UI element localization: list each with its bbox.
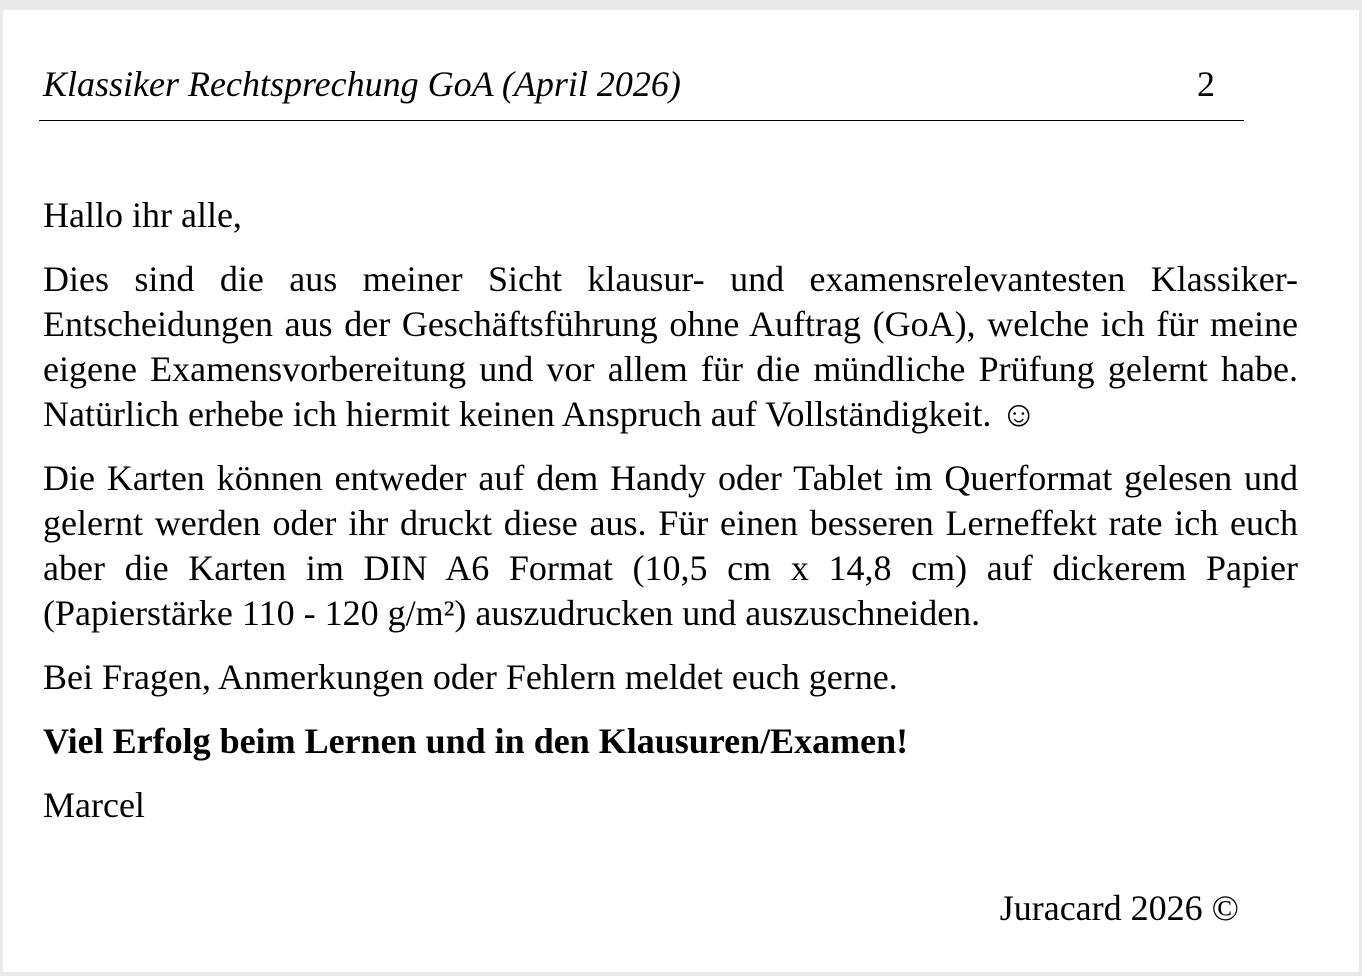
document-body bbox=[43, 193, 1298, 847]
signature: Marcel bbox=[43, 785, 145, 825]
feedback-paragraph: Bei Fragen, Anmerkungen oder Fehlern meldet euch gerne. bbox=[43, 657, 898, 697]
header-title: Klassiker Rechtsprechung GoA (April 2026) bbox=[43, 64, 681, 104]
document-page bbox=[3, 10, 1359, 972]
copyright-footer: Juracard 2026 © bbox=[999, 888, 1239, 928]
intro-paragraph: Dies sind die aus meiner Sicht klausur- und examensrelevantesten Klassiker-Entscheidungen aus der Geschäftsführung ohne Auftrag (GoA), welche ich für meine eigene Examensvorbereitung und vor allem für die mündliche Prüfung gelernt habe. Natürlich erhebe ich hiermit keinen Anspruch auf Vollständigkeit. ☺ bbox=[43, 259, 1298, 434]
page-number: 2 bbox=[1197, 64, 1215, 104]
closing-line: Viel Erfolg beim Lernen und in den Klausuren/Examen! bbox=[43, 721, 909, 761]
page-header bbox=[39, 62, 1244, 121]
greeting: Hallo ihr alle, bbox=[43, 195, 242, 235]
instructions-paragraph: Die Karten können entweder auf dem Handy oder Tablet im Querformat gelesen und gelernt werden oder ihr druckt diese aus. Für einen besseren Lerneffekt rate ich euch aber die Karten im DIN A6 Format (10,5 cm x 14,8 cm) auf dickerem Papier (Papierstärke 110 - 120 g/m²) auszudrucken und auszuschneiden. bbox=[43, 458, 1298, 633]
